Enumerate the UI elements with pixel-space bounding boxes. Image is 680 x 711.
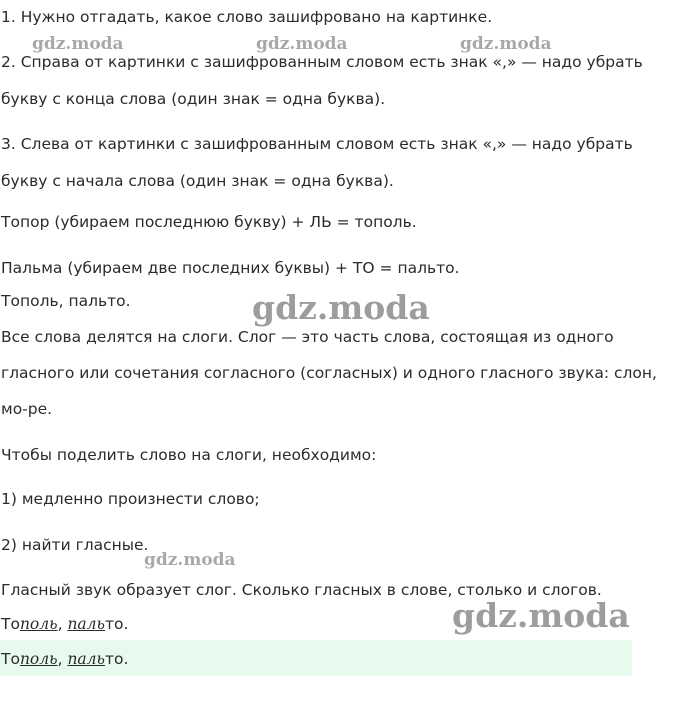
syllable-plain: То [1,650,20,668]
syllable-plain: то. [104,615,129,633]
text-line-2: 2. Справа от картинки с зашифрованным словом есть знак «,» — надо убрать [1,53,643,71]
text-line-10: гласного или сочетания согласного (согласных) и одного гласного звука: слон, [1,364,657,382]
text-line-15: Гласный звук образует слог. Сколько гласных в слове, столько и слогов. [1,581,602,599]
text-line-8: Тополь, пальто. [1,292,131,310]
syllable-plain: То [1,615,20,633]
watermark: gdz.moda [452,596,630,635]
text-line-9: Все слова делятся на слоги. Слог — это часть слова, состоящая из одного [1,328,614,346]
watermark: gdz.moda [252,288,430,327]
text-line-12: Чтобы поделить слово на слоги, необходимо: [1,446,377,464]
syllable-line-2 [1,650,128,668]
watermark: gdz.moda [256,34,348,54]
syllable-line-1 [1,615,128,633]
text-line-1: 1. Нужно отгадать, какое слово зашифровано на картинке. [1,8,493,26]
syllable-separator: , [57,650,68,668]
syllable-underlined: паль [67,615,105,633]
text-line-6: Топор (убираем последнюю букву) + ЛЬ = тополь. [1,213,417,231]
syllable-underlined: поль [19,650,58,668]
text-line-7: Пальма (убираем две последних буквы) + ТО = пальто. [1,259,460,277]
syllable-underlined: паль [67,650,105,668]
watermark: gdz.moda [32,34,124,54]
syllable-separator: , [57,615,68,633]
syllable-plain: то. [104,650,129,668]
text-line-14: 2) найти гласные. [1,536,149,554]
watermark: gdz.moda [460,34,552,54]
watermark: gdz.moda [144,550,236,570]
syllable-underlined: поль [19,615,58,633]
text-line-4: 3. Слева от картинки с зашифрованным словом есть знак «,» — надо убрать [1,135,633,153]
text-line-5: букву с начала слова (один знак = одна буква). [1,172,394,190]
text-line-3: букву с конца слова (один знак = одна буква). [1,90,386,108]
text-line-11: мо-ре. [1,400,53,418]
text-line-13: 1) медленно произнести слово; [1,490,260,508]
